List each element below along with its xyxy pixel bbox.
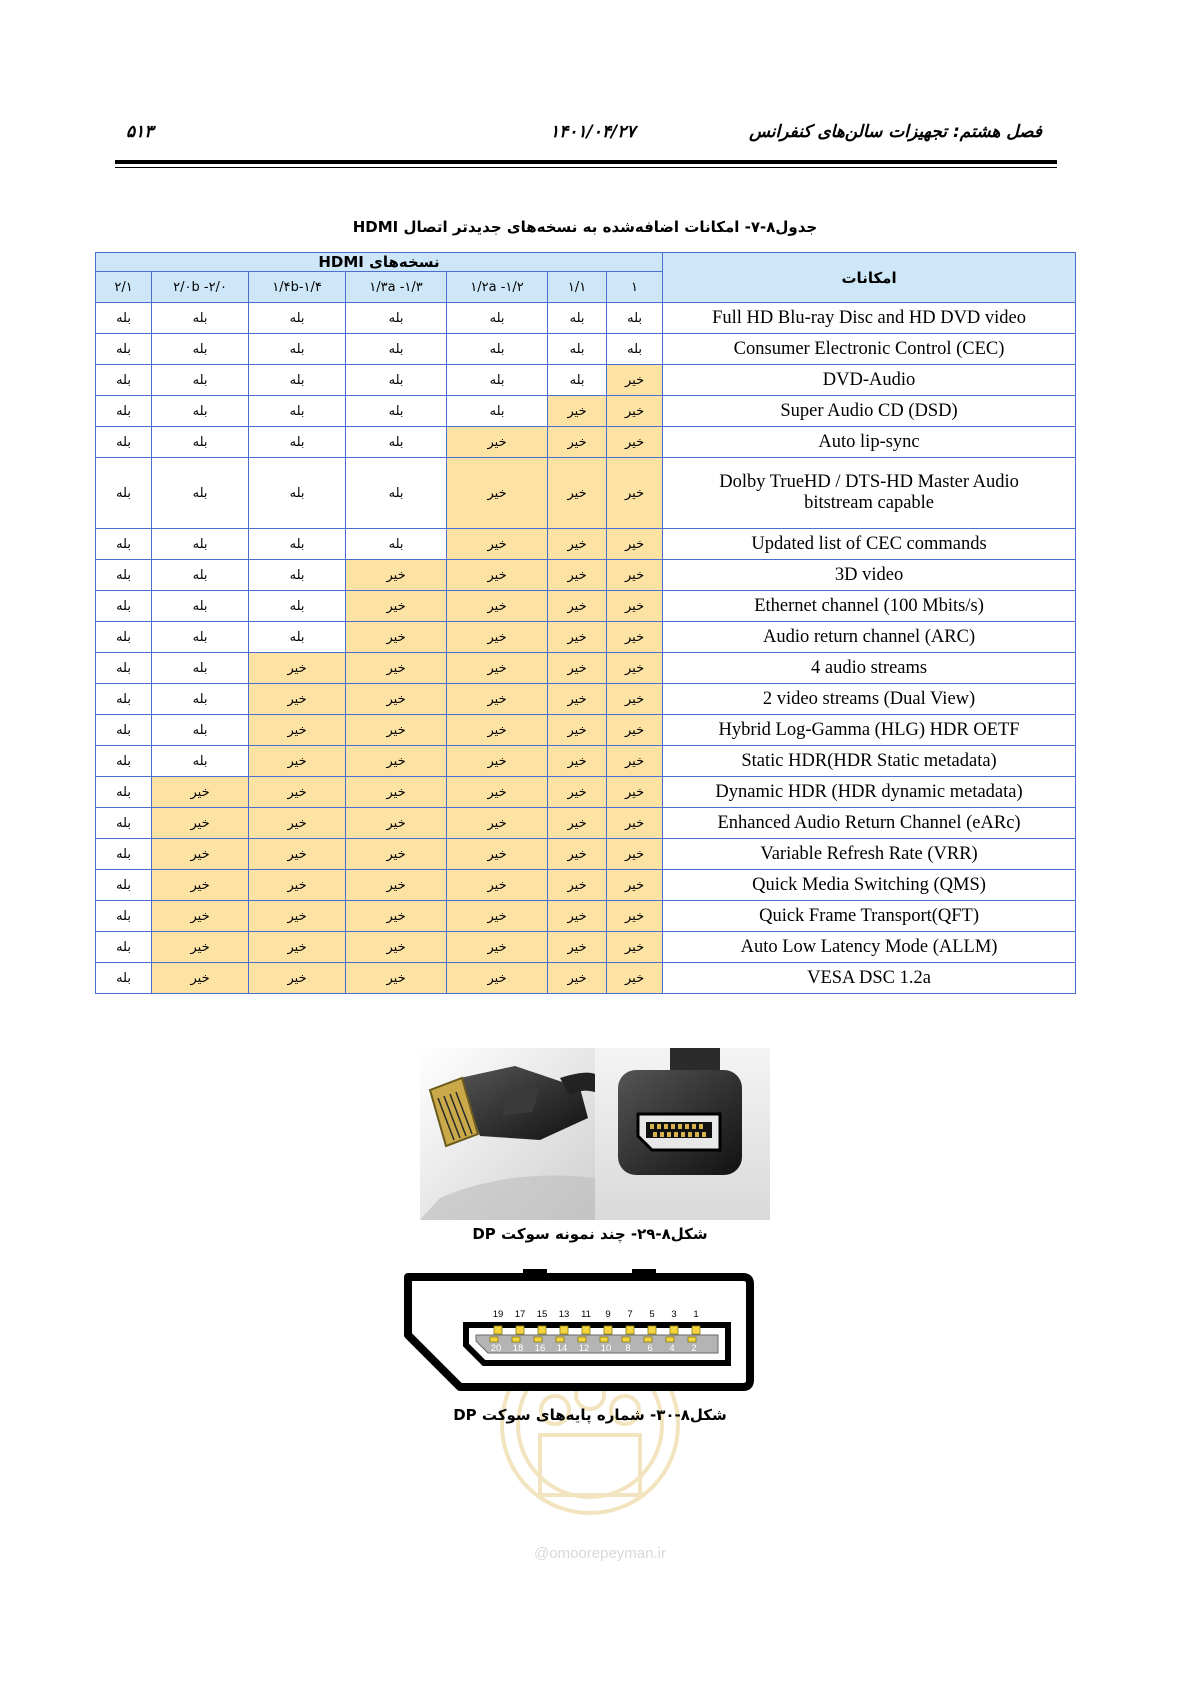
support-cell: بله [447, 396, 548, 427]
bottom-pin-label: 10 [600, 1343, 612, 1354]
support-cell: خیر [447, 560, 548, 591]
bottom-pin [512, 1337, 520, 1342]
support-cell: بله [96, 303, 152, 334]
support-cell: خیر [548, 591, 607, 622]
bottom-pin-label: 14 [556, 1343, 568, 1354]
support-cell: بله [346, 458, 447, 529]
table-row [96, 715, 1076, 746]
table-row [96, 591, 1076, 622]
bottom-pin [644, 1337, 652, 1342]
support-cell: خیر [346, 715, 447, 746]
support-cell: خیر [607, 715, 663, 746]
table-row [96, 396, 1076, 427]
table-row [96, 901, 1076, 932]
feature-cell: Ethernet channel (100 Mbits/s) [663, 591, 1076, 622]
bottom-pin [490, 1337, 498, 1342]
table-row [96, 808, 1076, 839]
table-row [96, 529, 1076, 560]
support-cell: بله [96, 808, 152, 839]
support-cell: بله [249, 560, 346, 591]
support-cell: خیر [346, 591, 447, 622]
support-cell: بله [96, 365, 152, 396]
support-cell: خیر [152, 963, 249, 994]
support-cell: خیر [548, 808, 607, 839]
support-cell: بله [96, 427, 152, 458]
bottom-pin-label: 8 [625, 1343, 631, 1354]
version-header-cell: ۲/۱ [96, 272, 152, 303]
top-pin [582, 1326, 590, 1334]
support-cell: خیر [346, 777, 447, 808]
support-cell: بله [249, 458, 346, 529]
support-cell: بله [548, 365, 607, 396]
support-cell: بله [96, 870, 152, 901]
support-cell: بله [96, 529, 152, 560]
support-cell: خیر [447, 932, 548, 963]
table-row [96, 963, 1076, 994]
support-cell: خیر [548, 870, 607, 901]
table-row [96, 560, 1076, 591]
feature-cell: Consumer Electronic Control (CEC) [663, 334, 1076, 365]
features-header: امکانات [663, 253, 1076, 303]
support-cell: خیر [548, 529, 607, 560]
support-cell: بله [249, 427, 346, 458]
support-cell: بله [249, 365, 346, 396]
support-cell: خیر [447, 901, 548, 932]
support-cell: بله [152, 560, 249, 591]
support-cell: خیر [447, 870, 548, 901]
support-cell: خیر [447, 458, 548, 529]
support-cell: بله [152, 334, 249, 365]
support-cell: بله [249, 334, 346, 365]
bottom-pin [534, 1337, 542, 1342]
bottom-pin-label: 6 [647, 1343, 653, 1354]
support-cell: خیر [447, 684, 548, 715]
feature-cell: Auto lip-sync [663, 427, 1076, 458]
chapter-title: فصل هشتم: تجهیزات سالن‌های کنفرانس [749, 122, 1042, 142]
support-cell: بله [346, 427, 447, 458]
support-cell: خیر [152, 901, 249, 932]
support-cell: خیر [548, 715, 607, 746]
support-cell: بله [152, 746, 249, 777]
support-cell: خیر [447, 529, 548, 560]
feature-cell: Audio return channel (ARC) [663, 622, 1076, 653]
support-cell: خیر [249, 932, 346, 963]
top-pin-label: 7 [627, 1309, 633, 1320]
support-cell: بله [447, 365, 548, 396]
table-row [96, 684, 1076, 715]
support-cell: خیر [249, 870, 346, 901]
feature-cell: Dolby TrueHD / DTS-HD Master Audio bitstream capable [663, 458, 1076, 529]
bottom-pin-label: 12 [578, 1343, 590, 1354]
support-cell: بله [152, 529, 249, 560]
top-pin-label: 5 [649, 1309, 655, 1320]
support-cell: خیر [447, 622, 548, 653]
support-cell: خیر [447, 715, 548, 746]
support-cell: خیر [249, 808, 346, 839]
header-divider-thick [115, 160, 1057, 164]
support-cell: خیر [447, 808, 548, 839]
table-row [96, 365, 1076, 396]
support-cell: بله [607, 334, 663, 365]
support-cell: خیر [447, 777, 548, 808]
support-cell: خیر [607, 746, 663, 777]
support-cell: خیر [249, 901, 346, 932]
page-number: ۵۱۳ [126, 122, 154, 142]
support-cell: بله [346, 365, 447, 396]
support-cell: خیر [346, 870, 447, 901]
table-row [96, 303, 1076, 334]
support-cell: بله [249, 622, 346, 653]
support-cell: خیر [548, 777, 607, 808]
support-cell: خیر [548, 458, 607, 529]
support-cell: خیر [447, 746, 548, 777]
feature-cell: Full HD Blu-ray Disc and HD DVD video [663, 303, 1076, 334]
support-cell: بله [249, 529, 346, 560]
support-cell: خیر [607, 808, 663, 839]
header-divider-thin [115, 167, 1057, 168]
top-pin-label: 19 [492, 1309, 504, 1320]
support-cell: بله [96, 746, 152, 777]
support-cell: بله [152, 591, 249, 622]
bottom-pin-label: 2 [691, 1343, 697, 1354]
support-cell: خیر [249, 715, 346, 746]
table-row [96, 839, 1076, 870]
support-cell: خیر [447, 653, 548, 684]
support-cell: خیر [152, 777, 249, 808]
version-header-cell: ۱ [607, 272, 663, 303]
support-cell: خیر [548, 932, 607, 963]
support-cell: خیر [607, 396, 663, 427]
table-row [96, 458, 1076, 529]
top-pin-label: 9 [605, 1309, 611, 1320]
table-row [96, 427, 1076, 458]
support-cell: بله [152, 653, 249, 684]
support-cell: خیر [607, 839, 663, 870]
top-pin-label: 11 [581, 1309, 591, 1320]
support-cell: خیر [548, 684, 607, 715]
support-cell: خیر [346, 653, 447, 684]
support-cell: خیر [548, 963, 607, 994]
feature-cell: Updated list of CEC commands [663, 529, 1076, 560]
support-cell: خیر [249, 963, 346, 994]
top-pin [494, 1326, 502, 1334]
feature-cell: Auto Low Latency Mode (ALLM) [663, 932, 1076, 963]
support-cell: خیر [548, 839, 607, 870]
version-header-cell: ۱/۴b-۱/۴ [249, 272, 346, 303]
bottom-pin-label: 20 [490, 1343, 502, 1354]
feature-cell: Super Audio CD (DSD) [663, 396, 1076, 427]
feature-cell: 4 audio streams [663, 653, 1076, 684]
support-cell: خیر [152, 932, 249, 963]
support-cell: بله [96, 334, 152, 365]
support-cell: بله [96, 963, 152, 994]
top-pin [692, 1326, 700, 1334]
support-cell: خیر [249, 746, 346, 777]
version-header-cell: ۱/۳a -۱/۳ [346, 272, 447, 303]
header-date: ۱۴۰۱/۰۴/۲۷ [550, 122, 636, 142]
support-cell: خیر [346, 839, 447, 870]
dp-pinout-diagram [398, 1265, 778, 1395]
support-cell: بله [607, 303, 663, 334]
figure-30-caption: شکل۸-۳۰- شماره پایه‌های سوکت DP [453, 1406, 727, 1424]
support-cell: خیر [249, 653, 346, 684]
support-cell: بله [152, 684, 249, 715]
bottom-pin [578, 1337, 586, 1342]
support-cell: بله [249, 591, 346, 622]
feature-cell: Dynamic HDR (HDR dynamic metadata) [663, 777, 1076, 808]
support-cell: بله [249, 396, 346, 427]
support-cell: خیر [548, 653, 607, 684]
support-cell: بله [152, 365, 249, 396]
top-pin-label: 17 [514, 1309, 526, 1320]
support-cell: خیر [346, 684, 447, 715]
top-pin [626, 1326, 634, 1334]
top-pin-label: 3 [671, 1309, 677, 1320]
support-cell: خیر [346, 622, 447, 653]
support-cell: بله [152, 715, 249, 746]
top-pin-label: 15 [536, 1309, 548, 1320]
feature-cell: DVD-Audio [663, 365, 1076, 396]
support-cell: خیر [447, 839, 548, 870]
support-cell: خیر [548, 560, 607, 591]
support-cell: بله [96, 777, 152, 808]
top-pin [516, 1326, 524, 1334]
support-cell: خیر [346, 746, 447, 777]
support-cell: خیر [607, 365, 663, 396]
support-cell: بله [346, 529, 447, 560]
support-cell: بله [96, 839, 152, 870]
support-cell: خیر [607, 684, 663, 715]
table-row [96, 870, 1076, 901]
bottom-pin [622, 1337, 630, 1342]
support-cell: بله [152, 622, 249, 653]
watermark-text: @omoorepeyman.ir [534, 1545, 666, 1562]
support-cell: خیر [152, 839, 249, 870]
support-cell: بله [96, 932, 152, 963]
bottom-pin-label: 18 [512, 1343, 524, 1354]
support-cell: خیر [152, 808, 249, 839]
support-cell: خیر [346, 963, 447, 994]
table-row [96, 622, 1076, 653]
top-pin [538, 1326, 546, 1334]
support-cell: خیر [607, 653, 663, 684]
support-cell: بله [152, 458, 249, 529]
feature-cell: Quick Frame Transport(QFT) [663, 901, 1076, 932]
support-cell: بله [447, 303, 548, 334]
version-header-cell: ۱/۲a -۱/۲ [447, 272, 548, 303]
support-cell: خیر [607, 622, 663, 653]
support-cell: خیر [607, 901, 663, 932]
support-cell: خیر [152, 870, 249, 901]
table-caption: جدول۸-۷- امکانات اضافه‌شده به نسخه‌های جدیدتر اتصال HDMI [352, 218, 818, 236]
table-row [96, 334, 1076, 365]
support-cell: خیر [607, 870, 663, 901]
support-cell: خیر [548, 622, 607, 653]
support-cell: خیر [346, 808, 447, 839]
support-cell: خیر [548, 746, 607, 777]
support-cell: خیر [346, 901, 447, 932]
support-cell: بله [96, 653, 152, 684]
top-pin-label: 13 [558, 1309, 570, 1320]
version-header-cell: ۱/۱ [548, 272, 607, 303]
table-row [96, 932, 1076, 963]
support-cell: خیر [607, 560, 663, 591]
support-cell: بله [96, 901, 152, 932]
feature-cell: VESA DSC 1.2a [663, 963, 1076, 994]
feature-cell: Static HDR(HDR Static metadata) [663, 746, 1076, 777]
support-cell: بله [249, 303, 346, 334]
support-cell: خیر [346, 932, 447, 963]
support-cell: خیر [607, 932, 663, 963]
table-row [96, 746, 1076, 777]
support-cell: خیر [607, 458, 663, 529]
support-cell: خیر [249, 839, 346, 870]
versions-header: نسخه‌های HDMI [96, 253, 663, 272]
bottom-pin [600, 1337, 608, 1342]
feature-cell: Hybrid Log-Gamma (HLG) HDR OETF [663, 715, 1076, 746]
table-row [96, 777, 1076, 808]
support-cell: خیر [607, 777, 663, 808]
support-cell: بله [96, 396, 152, 427]
support-cell: بله [152, 303, 249, 334]
feature-cell: Enhanced Audio Return Channel (eARc) [663, 808, 1076, 839]
feature-cell: 2 video streams (Dual View) [663, 684, 1076, 715]
support-cell: خیر [607, 963, 663, 994]
top-pin [560, 1326, 568, 1334]
support-cell: خیر [447, 963, 548, 994]
support-cell: خیر [548, 901, 607, 932]
support-cell: خیر [447, 591, 548, 622]
support-cell: خیر [548, 427, 607, 458]
support-cell: بله [346, 303, 447, 334]
version-header-cell: ۲/۰b -۲/۰ [152, 272, 249, 303]
support-cell: بله [96, 715, 152, 746]
support-cell: بله [548, 303, 607, 334]
support-cell: بله [548, 334, 607, 365]
top-pin-label: 1 [693, 1309, 699, 1320]
dp-connector-photo [420, 1048, 770, 1220]
figure-29-caption: شکل۸-۲۹- چند نمونه سوکت DP [472, 1225, 708, 1243]
support-cell: بله [152, 396, 249, 427]
support-cell: بله [96, 591, 152, 622]
bottom-pin [688, 1337, 696, 1342]
support-cell: خیر [607, 591, 663, 622]
support-cell: بله [96, 560, 152, 591]
bottom-pin-label: 4 [669, 1343, 675, 1354]
top-pin [648, 1326, 656, 1334]
support-cell: بله [152, 427, 249, 458]
support-cell: بله [96, 622, 152, 653]
support-cell: بله [346, 334, 447, 365]
support-cell: بله [96, 458, 152, 529]
support-cell: بله [96, 684, 152, 715]
bottom-pin [556, 1337, 564, 1342]
support-cell: خیر [447, 427, 548, 458]
feature-cell: Quick Media Switching (QMS) [663, 870, 1076, 901]
feature-cell: Variable Refresh Rate (VRR) [663, 839, 1076, 870]
support-cell: خیر [249, 684, 346, 715]
support-cell: بله [447, 334, 548, 365]
top-pin [604, 1326, 612, 1334]
bottom-pin-label: 16 [534, 1343, 546, 1354]
top-pin [670, 1326, 678, 1334]
support-cell: خیر [346, 560, 447, 591]
support-cell: خیر [548, 396, 607, 427]
support-cell: خیر [607, 427, 663, 458]
hdmi-features-table [95, 252, 1076, 994]
support-cell: خیر [607, 529, 663, 560]
support-cell: بله [346, 396, 447, 427]
support-cell: خیر [249, 777, 346, 808]
bottom-pin [666, 1337, 674, 1342]
table-row [96, 653, 1076, 684]
feature-cell: 3D video [663, 560, 1076, 591]
